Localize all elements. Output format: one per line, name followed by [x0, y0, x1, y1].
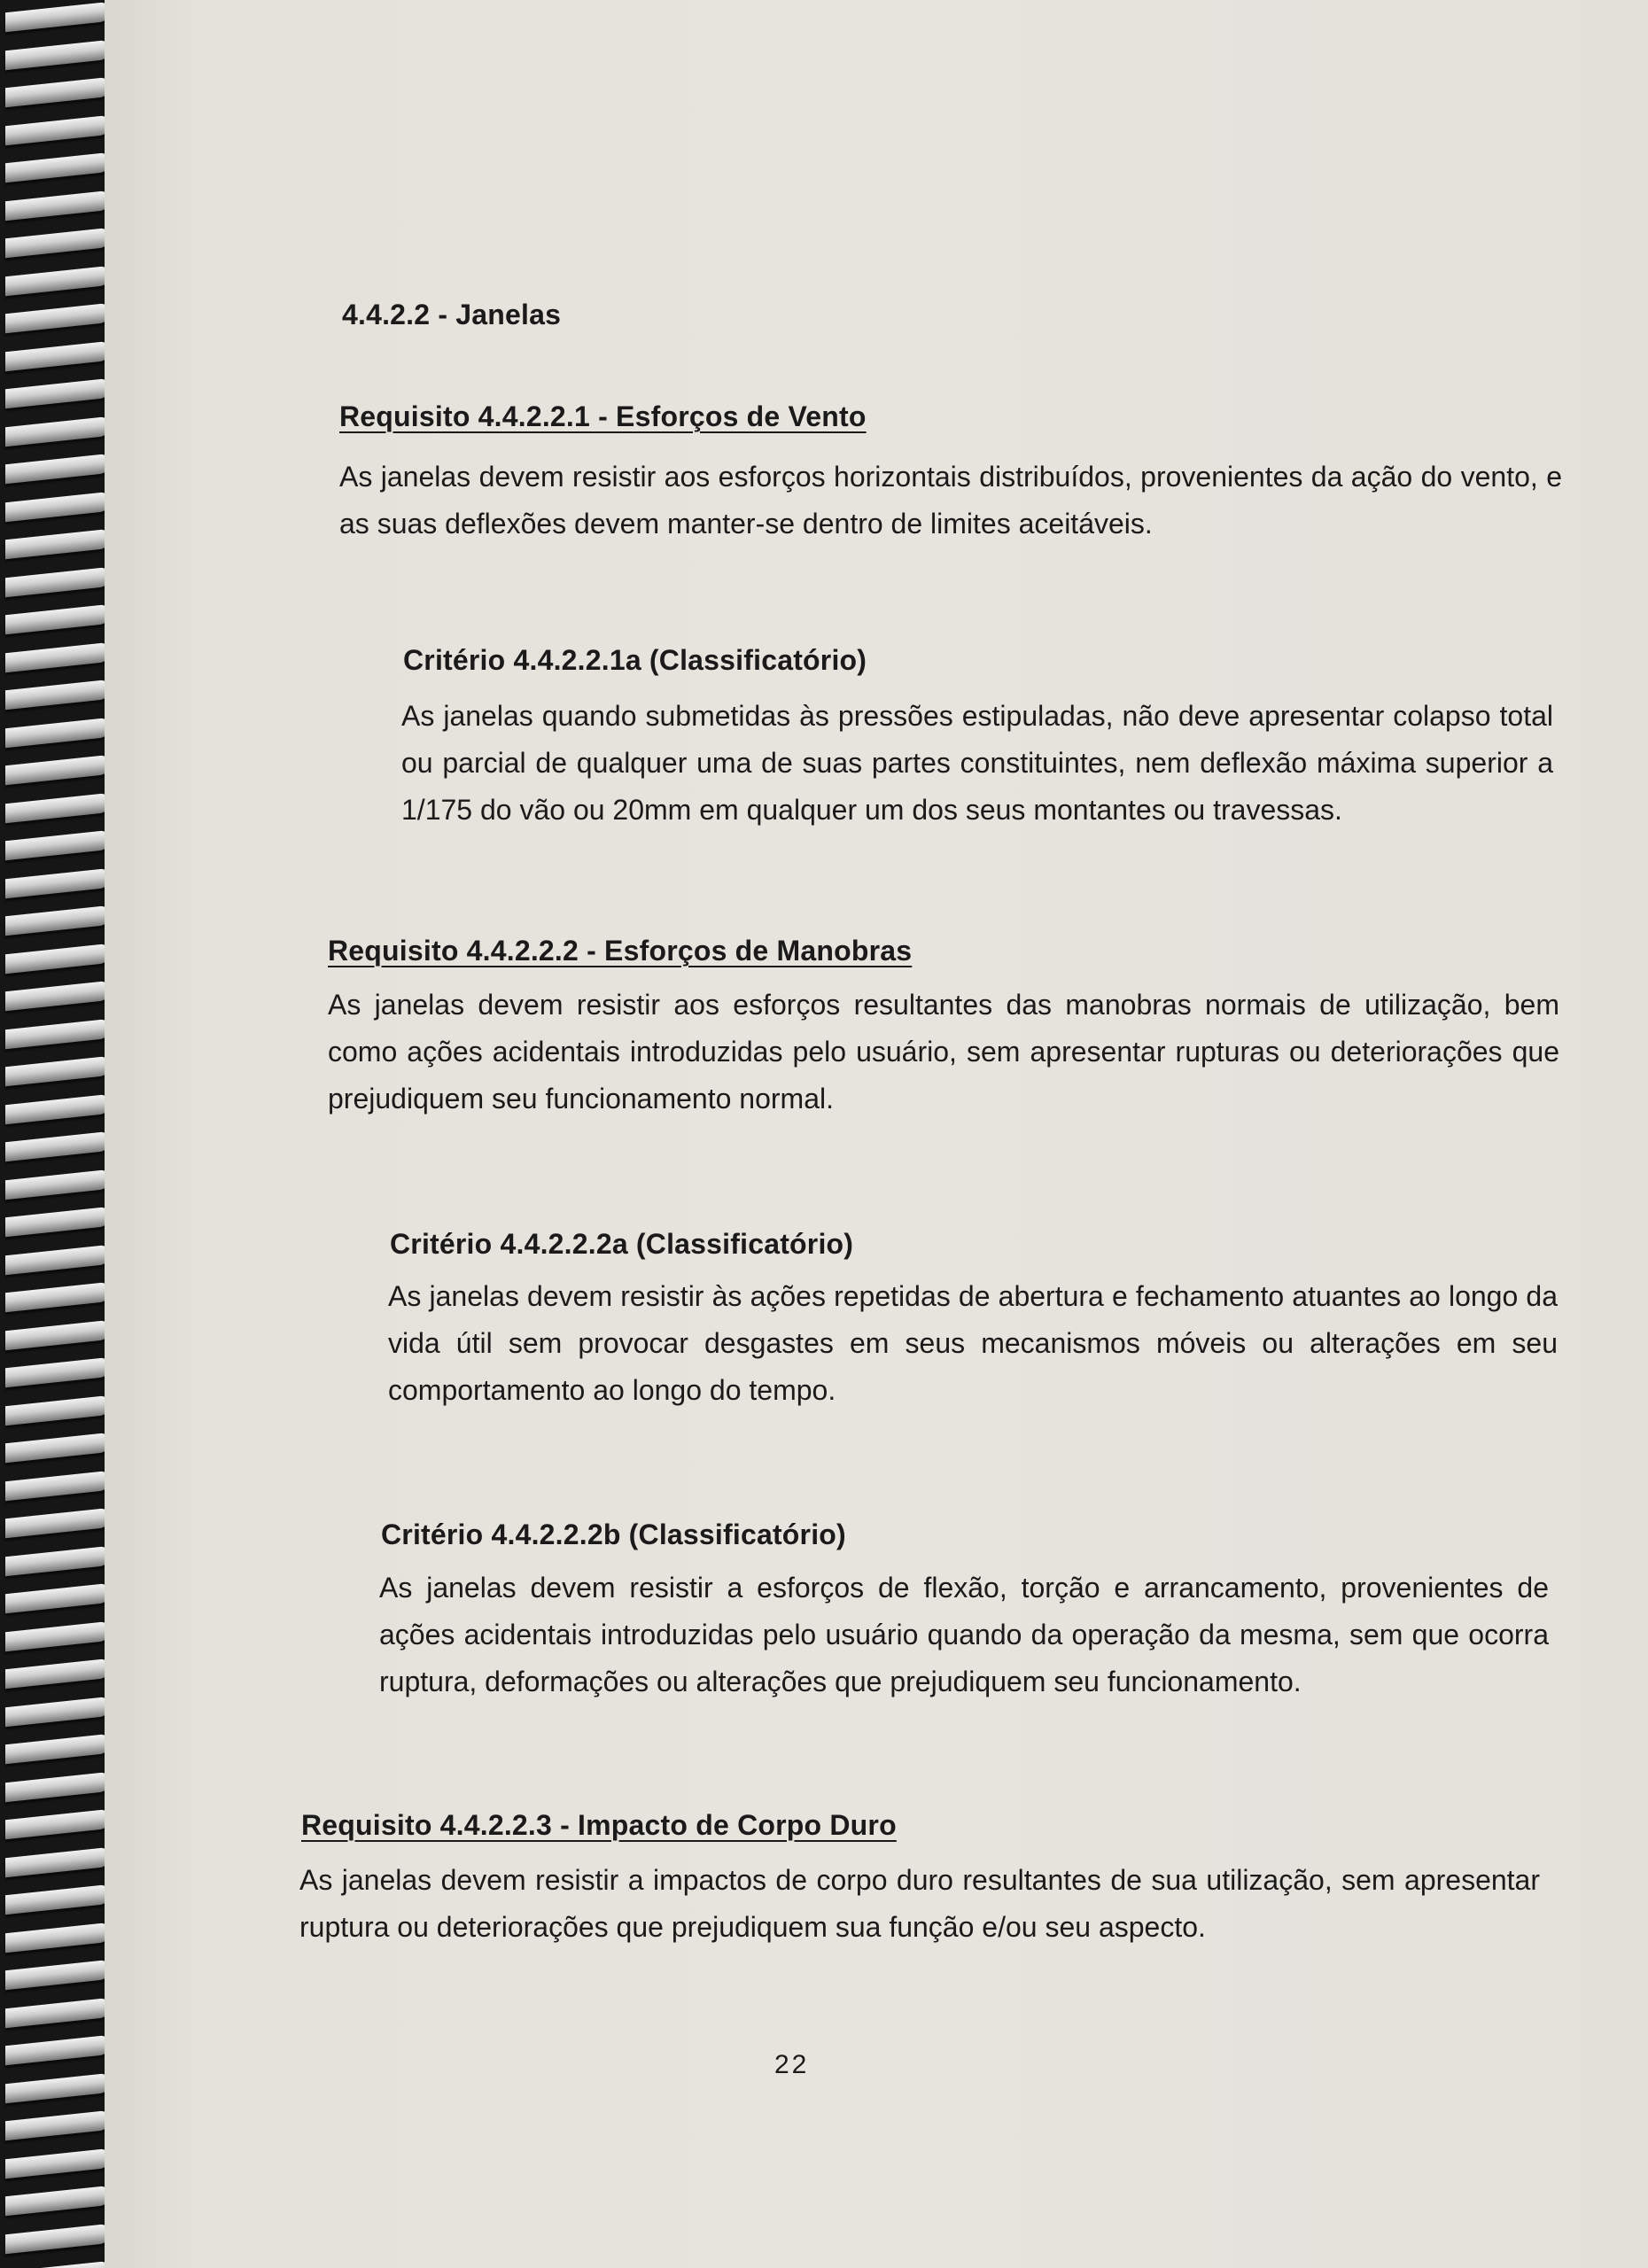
binding-coil — [5, 830, 108, 860]
binding-coil — [5, 1319, 108, 1349]
criterio-2b-text: As janelas devem resistir a esforços de flexão, torção e arrancamento, provenientes de ações acidentais introduzidas pelo usuário quando da operação da mesma, sem que ocorra ruptura, deformações ou alterações que prejudiquem seu funcionamento. — [379, 1572, 1549, 1697]
binding-coil — [5, 303, 108, 333]
binding-coil — [5, 1131, 108, 1161]
binding-coil — [5, 2, 108, 32]
binding-coil — [5, 1771, 108, 1801]
requisito-3-heading: Requisito 4.4.2.2.3 - Impacto de Corpo Duro — [301, 1809, 897, 1841]
binding-coil — [5, 1583, 108, 1613]
criterio-1a-text: As janelas quando submetidas às pressões estipuladas, não deve apresentar colapso total ou parcial de qualquer uma de suas partes constituintes, nem deflexão máxima superior a 1/175 do vão ou 20mm em qualquer um dos seus montantes ou travessas. — [401, 700, 1553, 826]
binding-coil — [5, 1282, 108, 1312]
document-page — [105, 0, 1648, 2268]
binding-coil — [5, 1207, 108, 1237]
binding-coil — [5, 2261, 108, 2268]
binding-coil — [5, 2110, 108, 2140]
binding-coil — [5, 1545, 108, 1575]
binding-coil — [5, 454, 108, 484]
binding-coil — [5, 792, 108, 822]
binding-coil — [5, 1394, 108, 1425]
requisito-1-text: As janelas devem resistir aos esforços horizontais distribuídos, provenientes da ação do vento, e as suas deflexões devem manter-se dentro de limites aceitáveis. — [339, 461, 1562, 540]
requisito-2-text: As janelas devem resistir aos esforços resultantes das manobras normais de utilização, bem como ações acidentais introduzidas pelo usuário, sem apresentar rupturas ou deteriorações que prejudiquem seu funcionamento normal. — [328, 989, 1559, 1115]
binding-coil — [5, 1658, 108, 1689]
binding-coil — [5, 1734, 108, 1764]
page-content — [105, 0, 1648, 2268]
binding-coil — [5, 1357, 108, 1387]
binding-coil — [5, 943, 108, 973]
binding-coil — [5, 566, 108, 596]
binding-coil — [5, 1809, 108, 1839]
binding-coil — [5, 641, 108, 672]
binding-coil — [5, 265, 108, 295]
binding-coil — [5, 755, 108, 785]
binding-coil — [5, 604, 108, 634]
binding-coil — [5, 2035, 108, 2065]
binding-coil — [5, 717, 108, 747]
spiral-binding — [0, 0, 108, 2268]
binding-coil — [5, 867, 108, 897]
binding-coil — [5, 491, 108, 521]
binding-coil — [5, 1696, 108, 1726]
binding-coil — [5, 1620, 108, 1651]
binding-coil — [5, 228, 108, 258]
binding-coil — [5, 114, 108, 144]
requisito-1-heading: Requisito 4.4.2.2.1 - Esforços de Vento — [339, 400, 867, 432]
criterio-2a-text: As janelas devem resistir às ações repetidas de abertura e fechamento atuantes ao longo da vida útil sem provocar desgastes em seus mecanismos móveis ou alterações em seu comportamento ao longo do tempo. — [388, 1280, 1558, 1406]
binding-coil — [5, 1922, 108, 1952]
binding-coil — [5, 529, 108, 559]
binding-coil — [5, 340, 108, 370]
binding-coil — [5, 1169, 108, 1199]
binding-coil — [5, 2186, 108, 2216]
binding-coil — [5, 39, 108, 69]
binding-coil — [5, 1244, 108, 1274]
criterio-1a-heading: Critério 4.4.2.2.1a (Classificatório) — [403, 644, 867, 676]
requisito-3-text: As janelas devem resistir a impactos de corpo duro resultantes de sua utilização, sem apresentar ruptura ou deteriorações que prejudiquem sua função e/ou seu aspecto. — [299, 1864, 1540, 1943]
page-number: 22 — [774, 2050, 810, 2079]
binding-coil — [5, 1056, 108, 1086]
binding-coil — [5, 378, 108, 408]
criterio-2a-heading: Critério 4.4.2.2.2a (Classificatório) — [390, 1228, 854, 1260]
binding-coil — [5, 416, 108, 446]
binding-coil — [5, 1433, 108, 1463]
binding-coil — [5, 2223, 108, 2253]
binding-coil — [5, 190, 108, 220]
requisito-2-heading: Requisito 4.4.2.2.2 - Esforços de Manobras — [328, 935, 913, 967]
binding-coil — [5, 1884, 108, 1915]
binding-coil — [5, 1470, 108, 1500]
binding-coil — [5, 680, 108, 710]
binding-coil — [5, 1018, 108, 1048]
binding-coil — [5, 1960, 108, 1990]
binding-coil — [5, 981, 108, 1011]
criterio-2b-heading: Critério 4.4.2.2.2b (Classificatório) — [381, 1518, 846, 1550]
binding-coil — [5, 905, 108, 936]
binding-coil — [5, 77, 108, 107]
binding-coil — [5, 1846, 108, 1876]
binding-coil — [5, 152, 108, 183]
binding-coil — [5, 1997, 108, 2027]
binding-coil — [5, 1093, 108, 1123]
binding-coil — [5, 1508, 108, 1538]
binding-coil — [5, 2148, 108, 2178]
binding-coil — [5, 2072, 108, 2102]
section-title: 4.4.2.2 - Janelas — [342, 299, 562, 330]
